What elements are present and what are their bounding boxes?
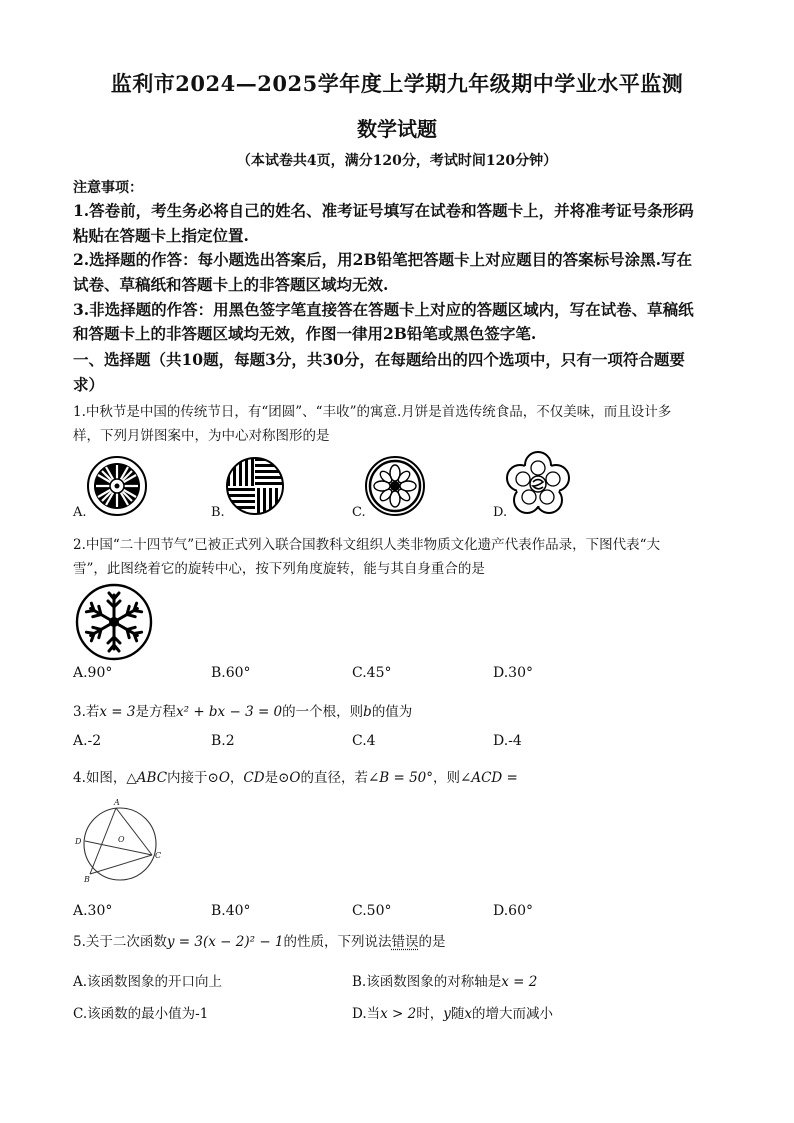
q1-stem-line1: 1.中秋节是中国的传统节日，有“团圆”、“丰收”的寓意.月饼是首选传统食品，不仅美味，而且设计多 [73, 404, 672, 420]
q2-option-a: A.90° [73, 665, 113, 681]
q3-text-2: 是方程 [135, 704, 176, 720]
q1-label-b: B. [211, 505, 225, 520]
note-line-2: 粘贴在答题卡上指定位置. [73, 226, 249, 245]
q4-label-b: B [84, 875, 90, 884]
q3-option-a: A.-2 [73, 733, 102, 749]
note-line-1: 1.答卷前，考生务必将自己的姓名、准考证号填写在试卷和答题卡上，并将准考证号条形码 [73, 201, 694, 220]
q4-circle-1: ⊙O [207, 770, 230, 786]
mooncake-pattern-c-icon [364, 455, 426, 517]
q3-stem [73, 700, 723, 720]
q4-text-3: ， [229, 770, 244, 786]
q5-text-4: 的是 [418, 934, 446, 950]
mooncake-pattern-d-icon [504, 451, 572, 517]
note-line-3: 2.选择题的作答：每小题选出答案后，用2B铅笔把答题卡上对应题目的答案标号涂黑.写在 [73, 250, 692, 269]
q5-option-d-text-3: 随 [450, 1006, 465, 1022]
q5-emphasis-wrong: 错误 [391, 934, 419, 950]
q5-stem [73, 930, 723, 950]
q4-circle-2: ⊙O [278, 770, 301, 786]
q4-option-d: D.60° [493, 903, 533, 919]
q4-label-d: D [75, 837, 82, 846]
notes-heading: 注意事项： [73, 180, 143, 196]
mooncake-pattern-b-icon [224, 455, 286, 517]
q5-function: y = 3(x − 2)² − 1 [166, 934, 284, 950]
q4-stem [73, 766, 723, 786]
q2-stem-line2: 雪”，此图绕着它的旋转中心，按下列角度旋转，能与其自身重合的是 [73, 561, 485, 577]
q5-option-b-eq: x = 2 [501, 974, 538, 990]
q3-option-b: B.2 [211, 733, 235, 749]
q5-option-d-text-4: 的增大而减小 [472, 1006, 554, 1022]
q2-option-b: B.60° [211, 665, 251, 681]
q5-option-d-text-2: 时， [416, 1006, 444, 1022]
exam-title: 监利市2024—2025学年度上学期九年级期中学业水平监测 [110, 71, 684, 96]
q3-text-3: 的一个根，则 [282, 704, 364, 720]
q3-option-d: D.-4 [493, 733, 522, 749]
note-line-4: 试卷、草稿纸和答题卡上的非答题区域均无效. [73, 275, 389, 294]
q3-text-1: 3.若 [73, 704, 100, 720]
q5-option-d [352, 1002, 553, 1022]
q4-triangle: △ABC [126, 770, 168, 786]
q4-label-o: O [118, 835, 125, 844]
q1-label-c: C. [352, 505, 366, 520]
section1-heading: 一、选择题（共10题，每题3分，共30分，在每题给出的四个选项中，只有一项符合题要 [73, 350, 685, 369]
q4-angle-acd: ∠ACD = [460, 770, 518, 786]
q4-label-c: C [155, 851, 162, 860]
q2-option-c: C.45° [352, 665, 392, 681]
q4-text-5: 的直径，若 [300, 770, 368, 786]
q3-option-c: C.4 [352, 733, 376, 749]
q1-stem-line2: 样，下列月饼图案中，为中心对称图形的是 [73, 428, 330, 444]
q4-angle-b: ∠B = 50° [367, 770, 434, 786]
note-line-5: 3.非选择题的作答：用黑色签字笔直接答在答题卡上对应的答题区域内，写在试卷、草稿纸 [73, 300, 694, 319]
q2-stem-line1: 2.中国“二十四节气”已被正式列入联合国教科文组织人类非物质文化遗产代表作品录，下图代表“大 [73, 537, 661, 553]
q2-option-d: D.30° [493, 665, 533, 681]
section1-heading-cont: 求） [73, 375, 105, 394]
q4-option-b: B.40° [211, 903, 251, 919]
q5-option-b [352, 970, 537, 990]
q5-option-c: C.该函数的最小值为-1 [73, 1006, 209, 1022]
mooncake-pattern-a-icon [86, 455, 148, 517]
q5-option-d-eq: x > 2 [380, 1006, 417, 1022]
q5-option-d-x: x [464, 1006, 473, 1022]
q4-cd: CD [243, 770, 265, 786]
q5-option-d-y: y [443, 1006, 451, 1022]
q5-option-d-text-1: D.当 [352, 1006, 381, 1022]
q4-text-4: 是 [264, 770, 279, 786]
q3-eq-root: x = 3 [99, 704, 136, 720]
q3-var-b: b [363, 704, 372, 720]
q4-text-6: ，则 [433, 770, 461, 786]
exam-info: （本试卷共4页，满分120分，考试时间120分钟） [236, 153, 558, 169]
q5-text-2: 的性质，下列说法 [283, 934, 392, 950]
q3-text-4: 的值为 [371, 704, 413, 720]
q5-option-b-text: B.该函数图象的对称轴是 [352, 974, 502, 990]
q4-label-a: A [114, 798, 120, 807]
note-line-6: 和答题卡上的非答题区域均无效，作图一律用2B铅笔或黑色签字笔. [73, 324, 537, 343]
q4-option-c: C.50° [352, 903, 392, 919]
q1-label-a: A. [73, 505, 87, 520]
q4-option-a: A.30° [73, 903, 113, 919]
q3-eq-equation: x² + bx − 3 = 0 [176, 704, 283, 720]
q5-text-1: 5.关于二次函数 [73, 934, 167, 950]
q4-text-2: 内接于 [167, 770, 208, 786]
q4-circle-figure [72, 798, 170, 890]
q4-text-1: 4.如图， [73, 770, 127, 786]
q5-option-a: A.该函数图象的开口向上 [73, 974, 223, 990]
subject-title: 数学试题 [357, 117, 437, 141]
snowflake-figure-icon [73, 583, 155, 661]
q1-label-d: D. [493, 505, 508, 520]
